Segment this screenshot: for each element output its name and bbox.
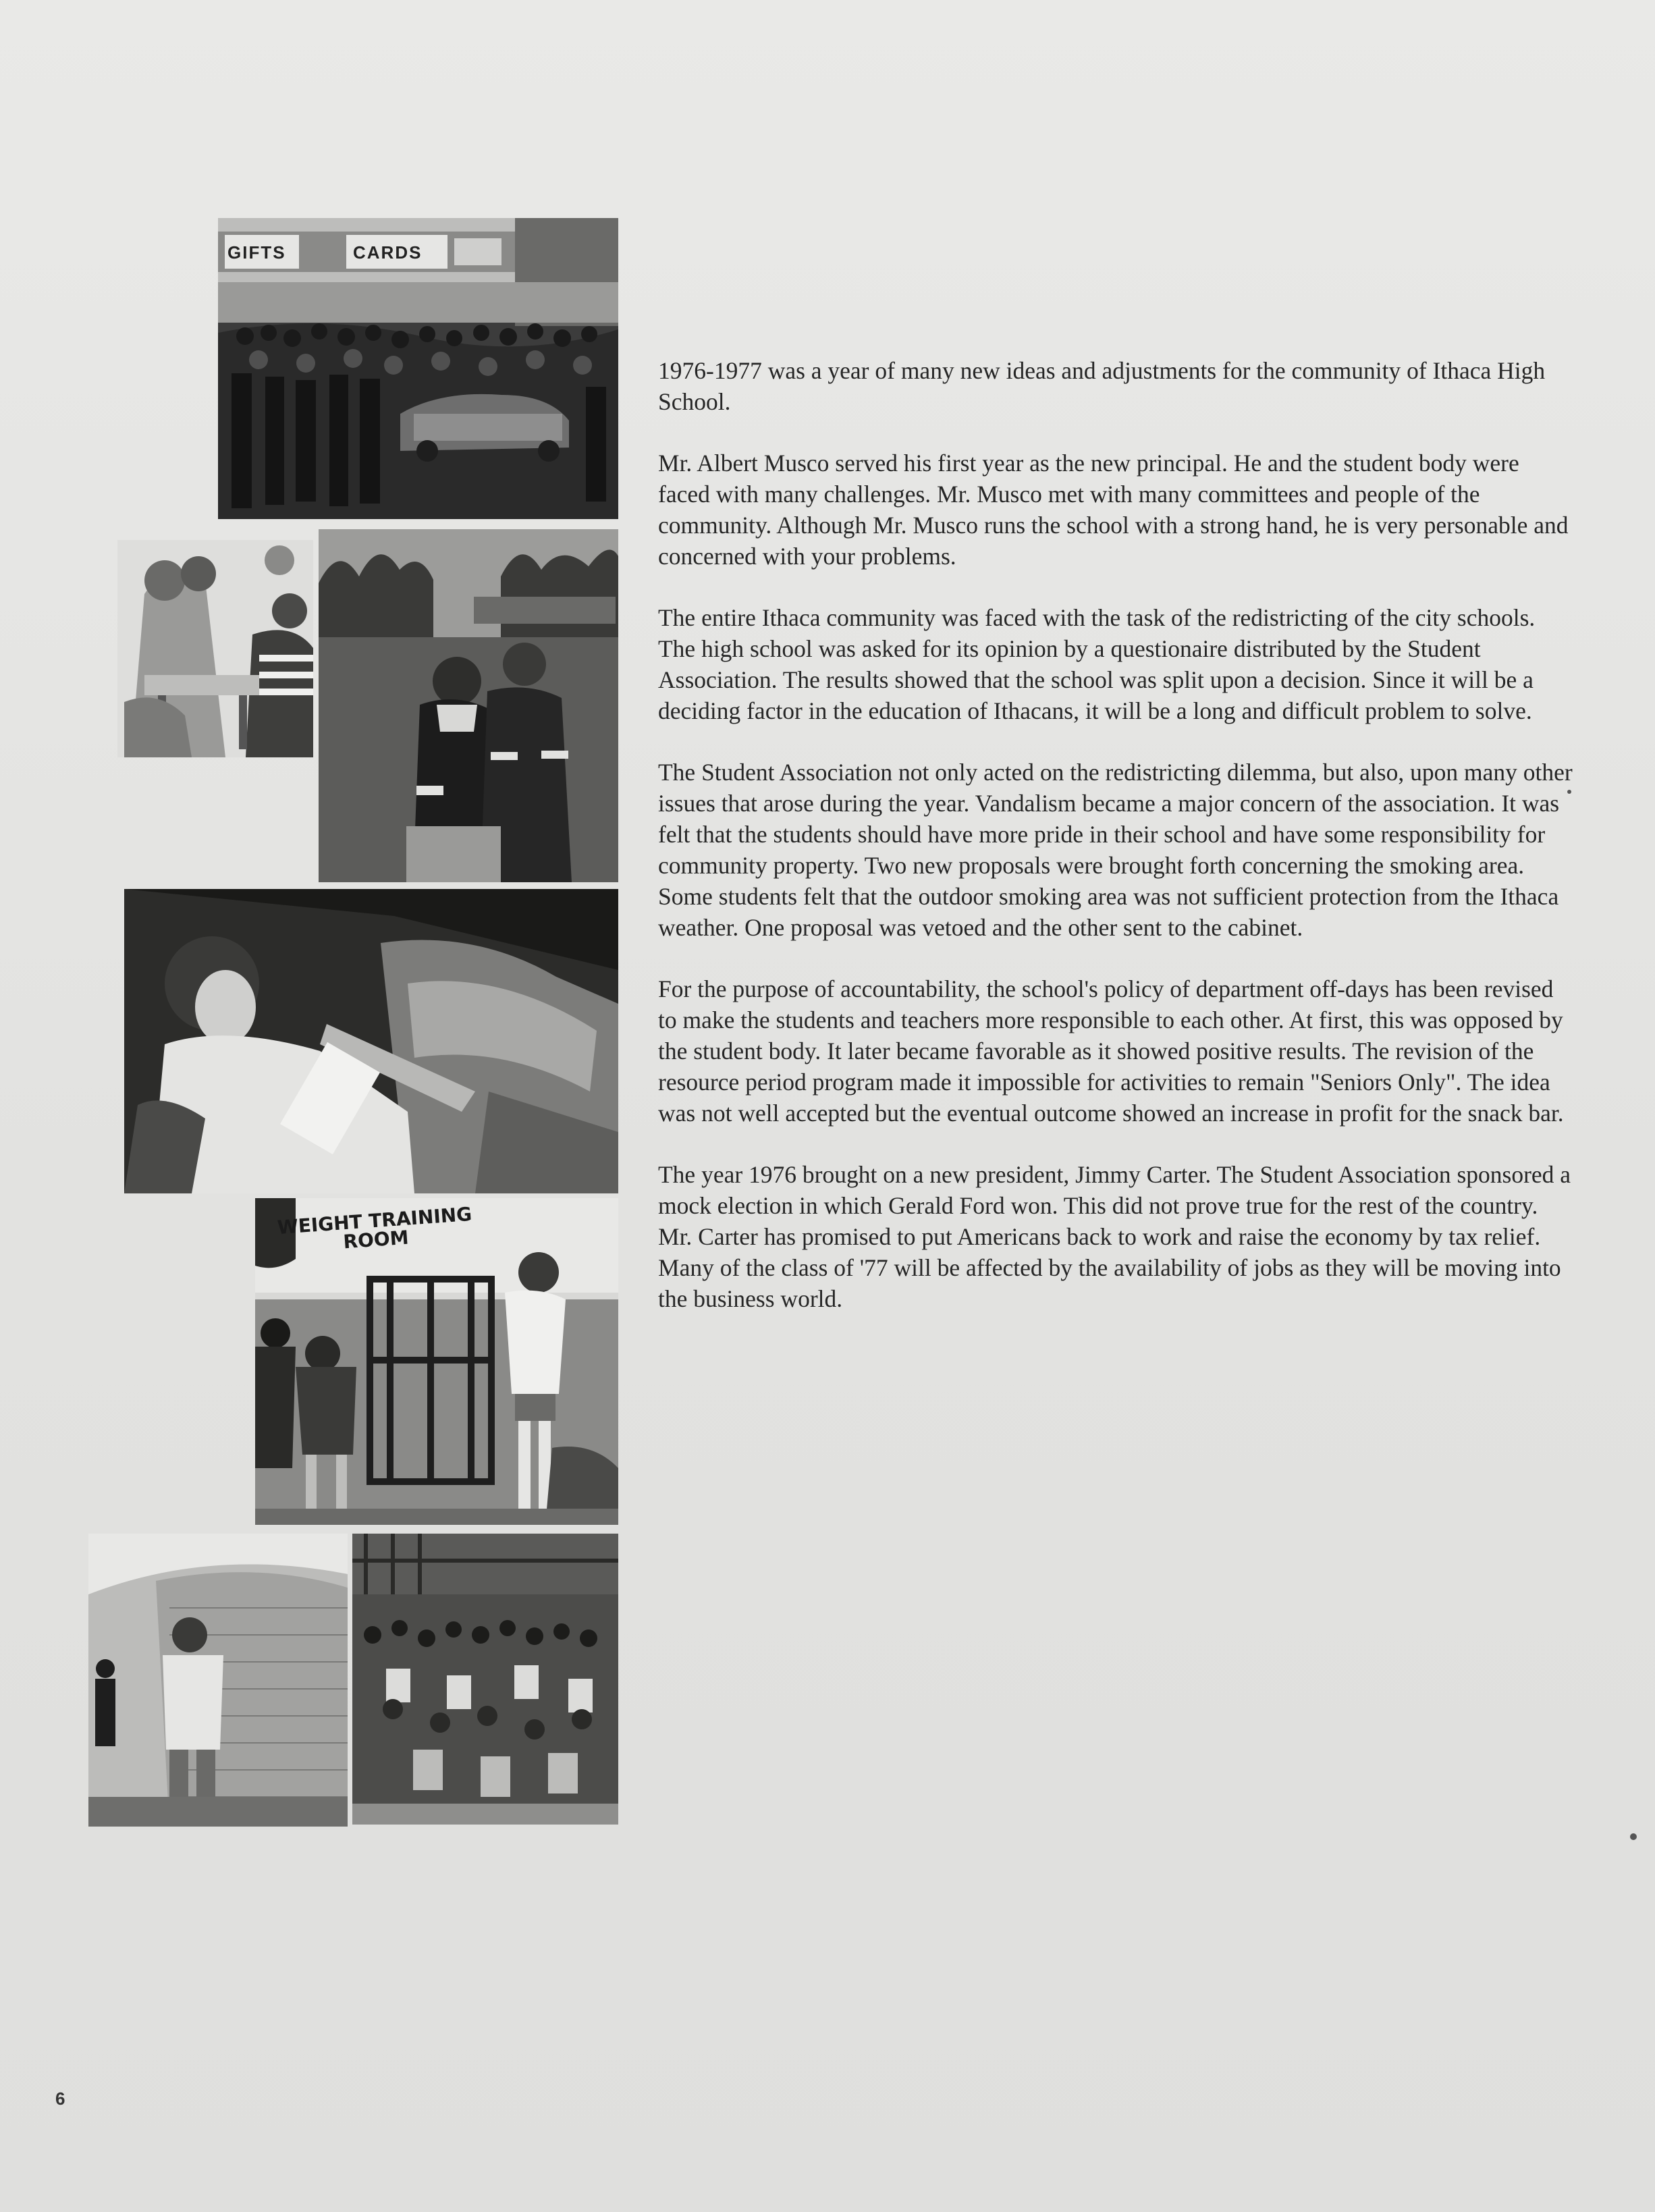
- storefront-sign-gifts: GIFTS: [227, 242, 286, 263]
- paragraph-student-association: The Student Association not only acted on the redistricting dilemma, but also, upon many other issues that arose during the year. Vandalism became a major concern of the association. It was felt that the students should have more pride in their school and have some responsibility for community property. Two new proposals were brought forth concerning the smoking area. Some students felt that the outdoor smoking area was not sufficient protection from the Ithaca weather. One proposal was vetoed and the other sent to the cabinet.: [658, 759, 1573, 941]
- article-body: [658, 355, 1576, 1345]
- paragraph-election: The year 1976 brought on a new president, Jimmy Carter. The Student Association sponsored a mock election in which Gerald Ford won. This did not prove true for the rest of the country. Mr. Carter has promised to put Americans back to work and raise the economy by tax relief. Many of the class of '77 will be affected by the availability of jobs as they will be moving into the business world.: [658, 1161, 1571, 1312]
- paragraph-principal: Mr. Albert Musco served his first year as the new principal. He and the student body were faced with many challenges. Mr. Musco met with many committees and people of the community. Although Mr. Musco runs the school with a strong hand, he is very personable and concerned with your problems.: [658, 450, 1569, 570]
- photo-weight-training: [255, 1198, 618, 1525]
- photo-crowd-cafeteria: [352, 1534, 618, 1825]
- paper-speck: [1567, 790, 1571, 794]
- paragraph-accountability: For the purpose of accountability, the school's policy of department off-days has been revised to make the students and teachers more responsible to each other. At first, this was opposed by the student body. It later became favorable as it showed positive results. The revision of the resource period program made it impossible for activities to remain "Seniors Only". The idea was not well accepted but the eventual outcome showed an increase in profit for the snack bar.: [658, 975, 1564, 1127]
- page-number: 6: [55, 2088, 65, 2109]
- paper-speck: [1630, 1833, 1637, 1840]
- photo-student-writing: [124, 889, 618, 1193]
- paragraph-redistricting: The entire Ithaca community was faced with the task of the redistricting of the city schools. The high school was asked for its opinion by a questionaire distributed by the Student Association. The results showed that the school was split upon a decision. Since it will be a deciding factor in the education of Ithacans, it will be a long and difficult problem to solve.: [658, 604, 1536, 724]
- photo-student-brick-wall: [88, 1534, 348, 1827]
- photo-girls-field: [319, 529, 618, 882]
- paragraph-intro: 1976-1977 was a year of many new ideas and adjustments for the community of Ithaca High School.: [658, 357, 1546, 415]
- photo-crowd-storefront: [218, 218, 618, 519]
- photo-classroom-desks: [117, 540, 313, 757]
- storefront-sign-cards: CARDS: [353, 242, 423, 263]
- weight-room-sign: WEIGHT TRAINING ROOM: [276, 1203, 473, 1253]
